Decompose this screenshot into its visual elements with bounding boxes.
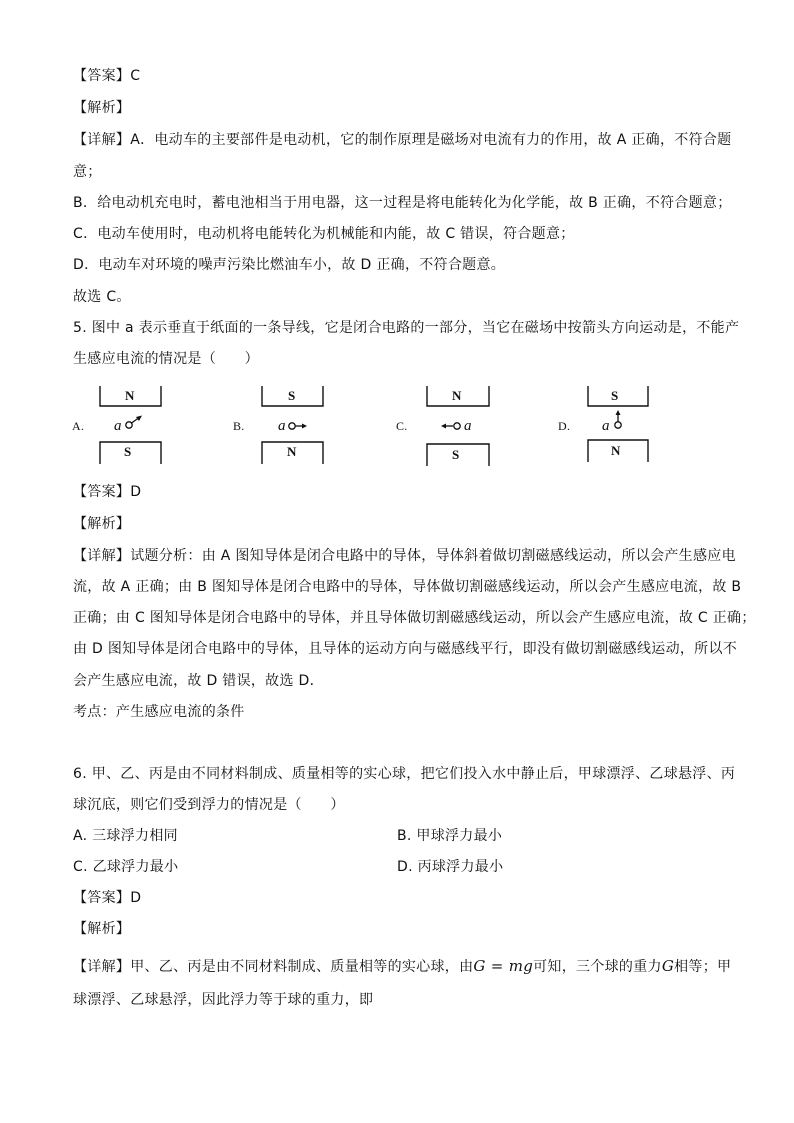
figure-b-top-pole: S	[288, 388, 296, 403]
q5-diagram-svg	[70, 384, 670, 470]
q4-conclusion: 故选 C。	[73, 289, 131, 305]
figure-b	[233, 386, 323, 464]
q6-formula: G = mg	[473, 957, 534, 975]
figure-a-top-pole: N	[125, 388, 135, 403]
q4-option-d-explanation: D．电动车对环境的噪声污染比燃油车小，故 D 正确，不符合题意。	[73, 257, 506, 273]
q5-kaodian: 考点：产生感应电流的条件	[73, 704, 245, 720]
q6-detail-line-1	[73, 956, 731, 977]
figure-d	[558, 386, 648, 462]
figure-b-bottom-pole: N	[287, 444, 297, 459]
q6-var-g: G	[661, 957, 675, 975]
figure-a	[72, 386, 161, 464]
figure-a-conductor-label: a	[114, 418, 122, 434]
q6-option-d: D. 丙球浮力最小	[397, 859, 504, 875]
figure-d-top-pole: S	[611, 388, 619, 403]
figure-a-label: A.	[72, 419, 85, 433]
q6-stem-line-2: 球沉底，则它们受到浮力的情况是（ ）	[73, 797, 345, 813]
figure-c-conductor	[454, 423, 460, 429]
figure-c-bottom-pole: S	[452, 447, 460, 462]
figure-b-label: B.	[233, 419, 245, 433]
figure-c-arrowhead	[441, 424, 446, 429]
figure-c-conductor-label: a	[464, 418, 472, 434]
figure-b-conductor-label: a	[278, 418, 286, 434]
q6-answer: 【答案】D	[73, 890, 142, 906]
q6-option-a: A. 三球浮力相同	[73, 828, 178, 844]
figure-c	[396, 386, 489, 466]
figure-d-conductor	[615, 422, 621, 428]
q6-option-b: B. 甲球浮力最小	[397, 828, 503, 844]
q5-detail-line-1: 【详解】试题分析：由 A 图知导体是闭合电路中的导体，导体斜着做切割磁感线运动，所以会产生感应电	[73, 548, 736, 564]
q5-detail-line-3: 正确；由 C 图知导体是闭合电路中的导体，并且导体做切割磁感线运动，所以会产生感应电流，故 C 正确；	[73, 610, 756, 626]
figure-d-label: D.	[558, 419, 571, 433]
q4-detail-line-2: 意；	[73, 164, 102, 180]
q6-stem-line-1: 6. 甲、乙、丙是由不同材料制成、质量相等的实心球，把它们投入水中静止后，甲球漂浮、乙球悬浮、丙	[73, 766, 736, 782]
q6-detail-pre: 【详解】甲、乙、丙是由不同材料制成、质量相等的实心球，由	[73, 959, 474, 975]
q5-analysis-label: 【解析】	[73, 516, 131, 532]
q5-detail-line-2: 流，故 A 正确；由 B 图知导体是闭合电路中的导体，导体做切割磁感线运动，所以会产生感应电流，故 B	[73, 579, 742, 595]
q4-analysis-label: 【解析】	[73, 100, 131, 116]
q5-answer: 【答案】D	[73, 484, 142, 500]
q5-detail-line-4: 由 D 图知导体是闭合电路中的导体，且导体的运动方向与磁感线平行，即没有做切割磁感线运动，所以不	[73, 641, 738, 657]
q4-detail-line-1: 【详解】A．电动车的主要部件是电动机，它的制作原理是磁场对电流有力的作用，故 A 正确，不符合题	[73, 132, 732, 148]
q4-option-c-explanation: C．电动车使用时，电动机将电能转化为机械能和内能，故 C 错误，符合题意；	[73, 226, 575, 242]
q5-stem-line-2: 生感应电流的情况是（ ）	[73, 351, 259, 367]
q4-answer: 【答案】C	[73, 68, 141, 84]
q5-stem-line-1: 5. 图中 a 表示垂直于纸面的一条导线，它是闭合电路的一部分，当它在磁场中按箭头方向运动是，不能产	[73, 320, 740, 336]
figure-a-conductor	[126, 422, 132, 428]
figure-c-top-pole: N	[452, 388, 462, 403]
q5-detail-line-5: 会产生感应电流，故 D 错误，故选 D．	[73, 673, 324, 689]
figure-c-label: C.	[396, 419, 408, 433]
figure-a-arrowhead	[136, 416, 142, 422]
figure-b-arrowhead	[302, 424, 307, 429]
q6-option-c: C. 乙球浮力最小	[73, 859, 179, 875]
figure-d-bottom-pole: N	[611, 443, 621, 458]
q6-detail-line-2: 球漂浮、乙球悬浮，因此浮力等于球的重力，即	[73, 992, 374, 1008]
figure-d-arrowhead	[616, 410, 621, 415]
figure-d-conductor-label: a	[602, 418, 610, 434]
q6-detail-mid: 可知，三个球的重力	[533, 959, 662, 975]
q6-detail-post: 相等；甲	[674, 959, 732, 975]
figure-a-bottom-pole: S	[124, 444, 132, 459]
figure-b-conductor	[289, 423, 295, 429]
q5-magnet-diagrams	[70, 384, 670, 470]
q4-option-b-explanation: B．给电动机充电时，蓄电池相当于用电器，这一过程是将电能转化为化学能，故 B 正确，不符合题意；	[73, 195, 732, 211]
q6-analysis-label: 【解析】	[73, 921, 131, 937]
